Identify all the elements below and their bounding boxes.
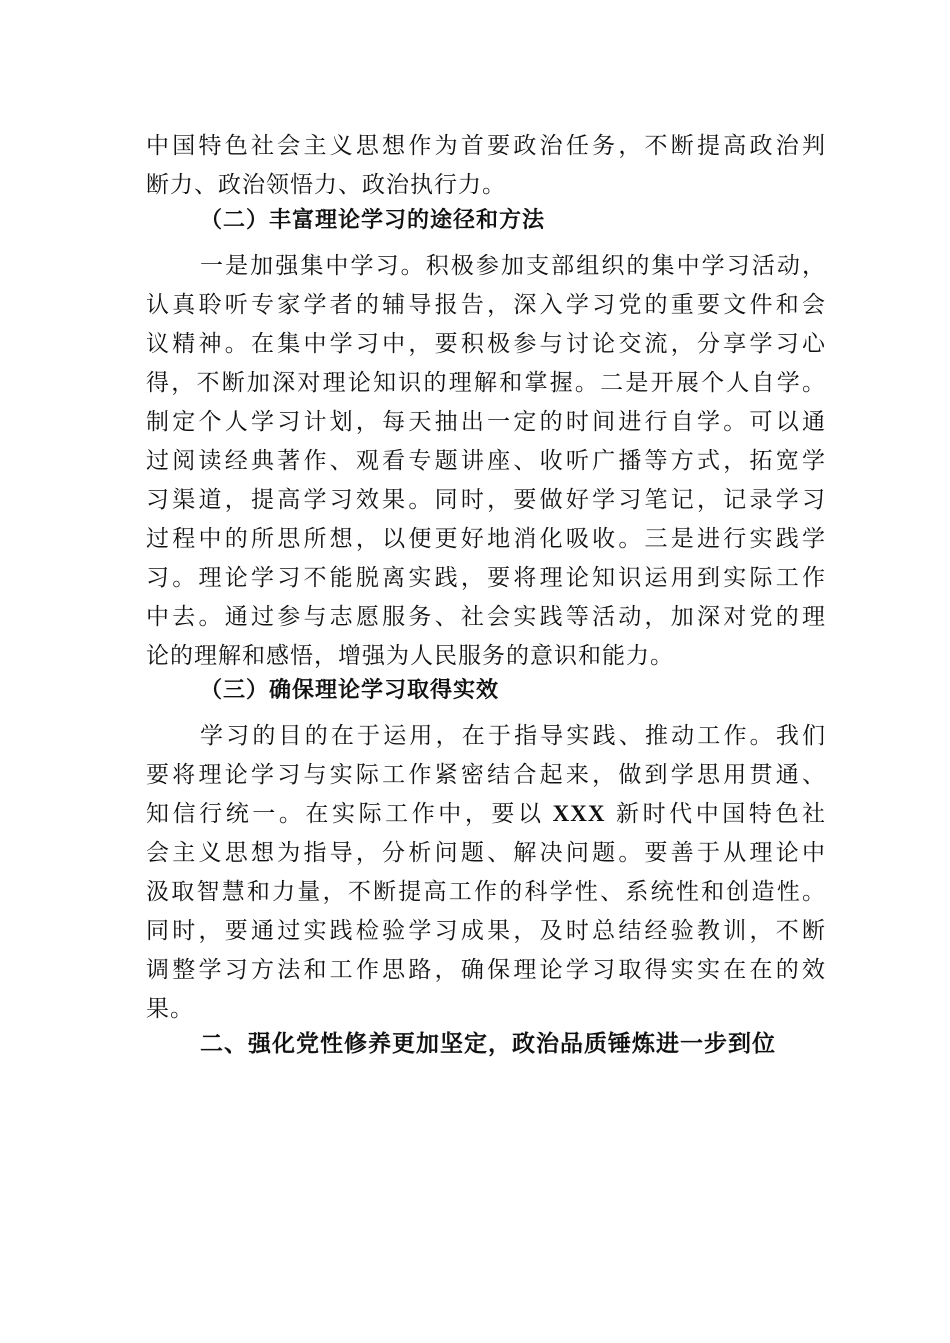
paragraph-line: 中国特色社会主义思想作为首要政治任务，不断提高政治判: [146, 133, 826, 159]
paragraph-line: 汲取智慧和力量，不断提高工作的科学性、系统性和创造性。: [146, 879, 826, 905]
paragraph-line: 过阅读经典著作、观看专题讲座、收听广播等方式，拓宽学: [146, 448, 826, 474]
paragraph-line: 同时，要通过实践检验学习成果，及时总结经验教训，不断: [146, 918, 826, 944]
line-text-suffix: 新时代中国特色社: [613, 801, 827, 827]
paragraph-line: 调整学习方法和工作思路，确保理论学习取得实实在在的效: [146, 957, 826, 983]
paragraph-line: 过程中的所思所想，以便更好地消化吸收。三是进行实践学: [146, 526, 826, 552]
paragraph-line: 制定个人学习计划，每天抽出一定的时间进行自学。可以通: [146, 409, 826, 435]
paragraph-line: 学习的目的在于运用，在于指导实践、推动工作。我们: [200, 723, 826, 749]
paragraph-line: 中去。通过参与志愿服务、社会实践等活动，加深对党的理: [146, 604, 826, 630]
paragraph-line-with-emphasis: [146, 801, 826, 827]
section-heading-2: （二）丰富理论学习的途径和方法: [200, 208, 546, 233]
paragraph-line: 断力、政治领悟力、政治执行力。: [146, 172, 506, 198]
placeholder-name: XXX: [552, 801, 606, 826]
paragraph-line: 习。理论学习不能脱离实践，要将理论知识运用到实际工作: [146, 565, 826, 591]
paragraph-line: 一是加强集中学习。积极参加支部组织的集中学习活动，: [200, 253, 826, 279]
paragraph-line: 认真聆听专家学者的辅导报告，深入学习党的重要文件和会: [146, 292, 826, 318]
paragraph-line: 论的理解和感悟，增强为人民服务的意识和能力。: [146, 643, 674, 669]
paragraph-line: 会主义思想为指导，分析问题、解决问题。要善于从理论中: [146, 840, 826, 866]
line-text-prefix: 知信行统一。在实际工作中，要以: [146, 801, 545, 827]
paragraph-line: 习渠道，提高学习效果。同时，要做好学习笔记，记录学习: [146, 487, 826, 513]
section-heading-3: （三）确保理论学习取得实效: [200, 678, 500, 703]
paragraph-line: 果。: [146, 996, 194, 1022]
paragraph-line: 议精神。在集中学习中，要积极参与讨论交流，分享学习心: [146, 331, 826, 357]
paragraph-line: 得，不断加深对理论知识的理解和掌握。二是开展个人自学。: [146, 370, 826, 396]
major-heading-2: 二、强化党性修养更加坚定，政治品质锤炼进一步到位: [200, 1031, 776, 1057]
paragraph-line: 要将理论学习与实际工作紧密结合起来，做到学思用贯通、: [146, 762, 826, 788]
